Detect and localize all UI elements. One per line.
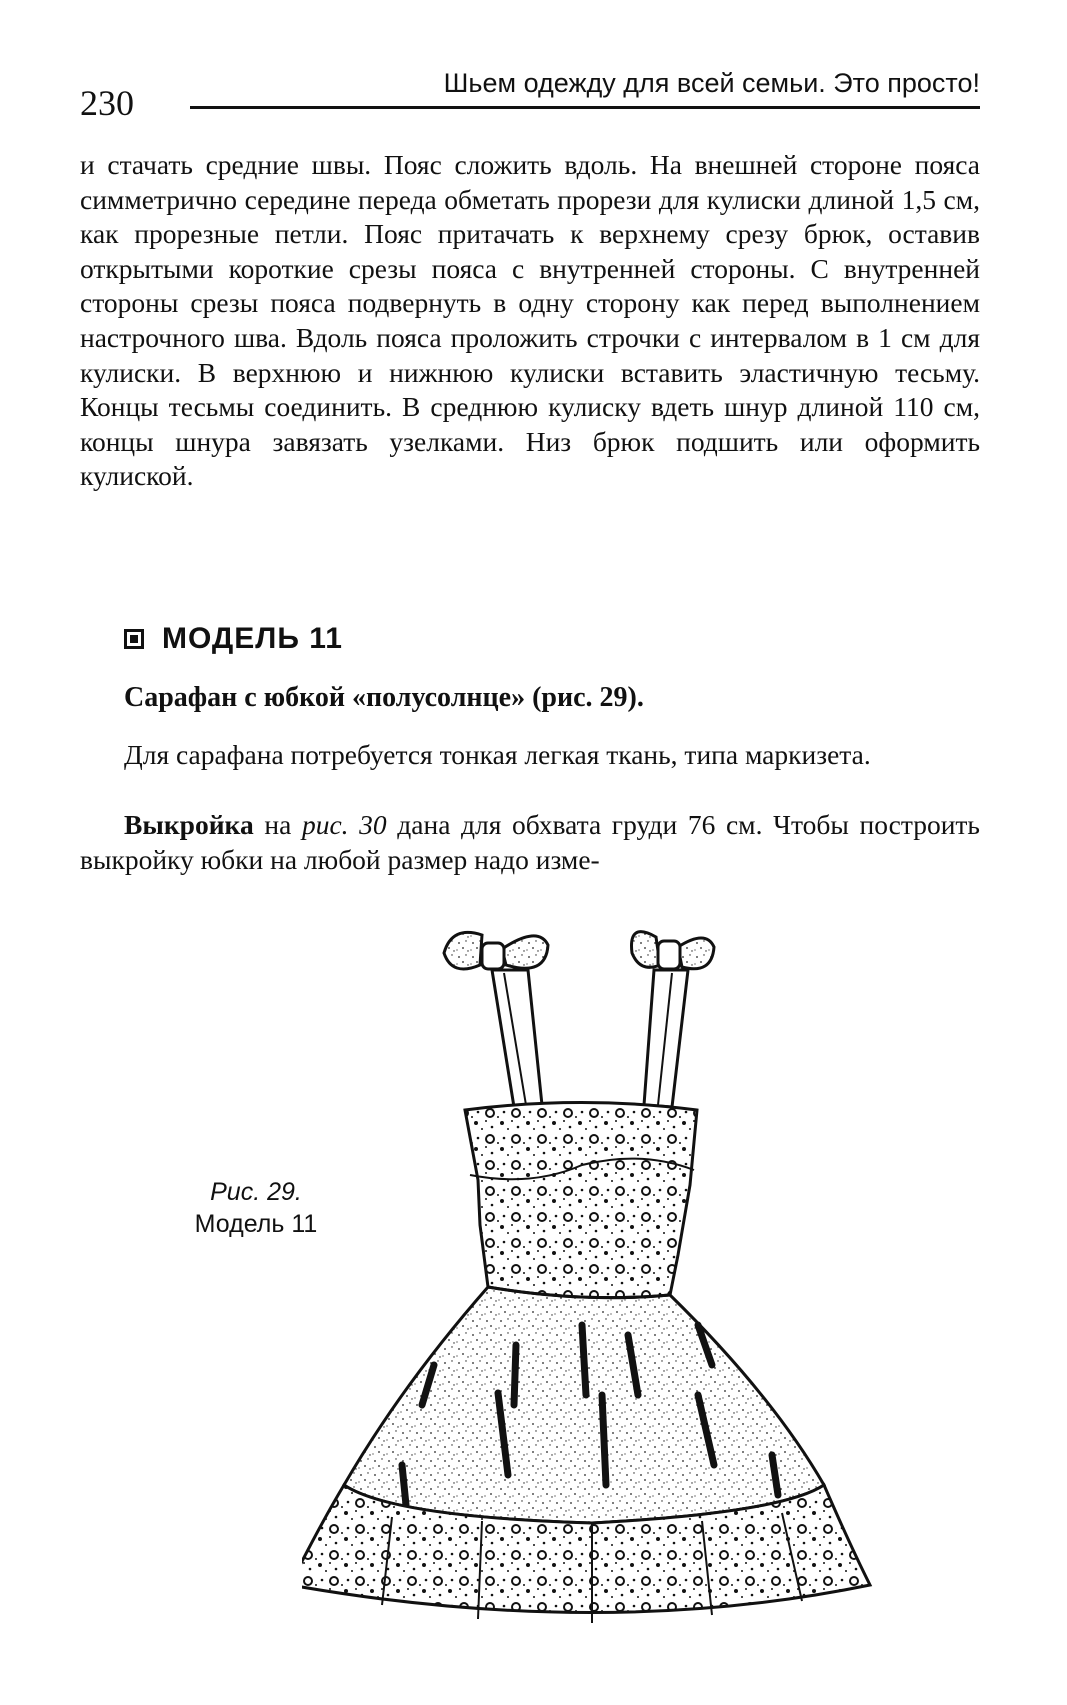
paragraph-fabric: Для сарафана потребуется тонкая легкая ткань, типа маркизета. [124,739,871,770]
running-title: Шьем одежду для всей семьи. Это просто! [443,68,980,98]
dress-illustration [302,925,902,1630]
paragraph-middle: на [253,809,302,840]
section-title: МОДЕЛЬ 11 [162,622,343,655]
header-rule [190,106,980,109]
caption-model: Модель 11 [194,1210,318,1238]
right-bow [632,932,715,969]
right-strap [644,970,688,1107]
body-paragraph: и стачать средние швы. Пояс сложить вдоль. На внешней стороне пояса симметрично середине переда обметать прорези для кулиски длиной 1,5 см, как прорезные петли. Пояс притачать к верхнему срезу брюк, оставив открытыми короткие срезы пояса с внутренней стороны. С внутренней стороны срезы пояса подвернуть в одну сторону как перед выполнением настрочного шва. Вдоль пояса проложить строчки с интервалом в 1 см для кулиски. В верхнюю и нижнюю кулиски вставить эластичную тесьму. Концы тесьмы соединить. В среднюю кулиску вдеть шнур длиной 110 см, концы шнура завязать узелками. Низ брюк подшить или оформить кулиской. [80,149,980,492]
paragraph-rest: дана для обхвата груди 76 см. Чтобы построить выкройку юбки на любой размер надо изме- [80,809,980,875]
bodice [465,1103,697,1298]
bullet-square-icon [124,629,144,649]
figure-reference: рис. 30 [301,809,387,840]
left-strap [492,970,542,1107]
page-header [80,62,980,123]
left-bow [444,932,548,969]
caption-figure-number: Рис. 29. [210,1178,302,1206]
section-subtitle: Сарафан с юбкой «полусолнце» (рис. 29). [124,682,644,713]
paragraph-lead: Выкройка [124,809,254,840]
upper-skirt [344,1287,824,1523]
paragraph-pattern [80,807,980,877]
page-number: 230 [80,83,134,123]
section-heading [124,622,343,656]
